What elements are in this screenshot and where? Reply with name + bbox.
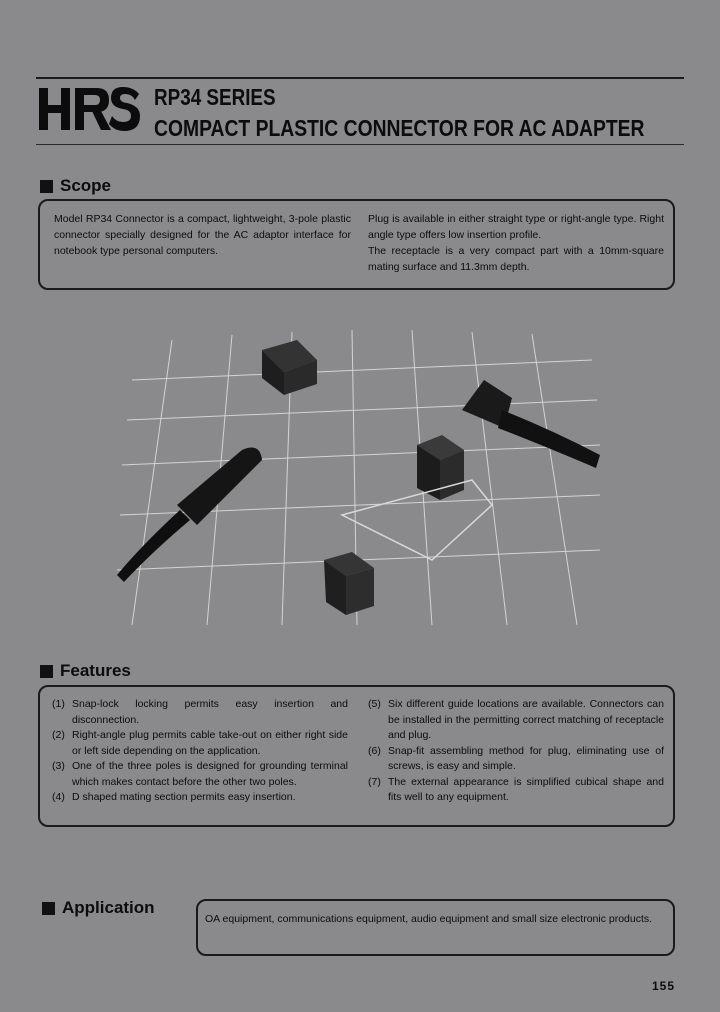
feature-item: (5) Six different guide locations are available. Connectors can be installed in the permitting correct matching of receptacle and plug.	[368, 698, 664, 741]
scope-text-right-2: The receptacle is a very compact part with a 10mm-square mating surface and 11.3mm depth.	[368, 245, 664, 273]
feature-item: (2) Right-angle plug permits cable take-out on either right side or left side depending on the application.	[52, 729, 348, 757]
scope-text-left: Model RP34 Connector is a compact, lightweight, 3-pole plastic connector specially designed for the AC adaptor interface for notebook type personal computers.	[54, 213, 351, 257]
receptacle-top	[262, 340, 317, 395]
board-plate	[342, 480, 492, 560]
features-heading: Features	[40, 661, 131, 681]
page-title: COMPACT PLASTIC CONNECTOR FOR AC ADAPTER	[154, 115, 645, 141]
section-bullet-icon	[40, 180, 53, 193]
header-top-rule	[36, 77, 684, 79]
receptacle-bottom	[324, 552, 374, 615]
feature-item: (6) Snap-fit assembling method for plug, eliminating use of screws, is easy and simple.	[368, 744, 664, 772]
receptacle-middle	[417, 435, 464, 500]
application-heading: Application	[42, 898, 155, 918]
page-number: 155	[652, 979, 676, 993]
scope-heading: Scope	[40, 176, 111, 196]
feature-item: (4) D shaped mating section permits easy insertion.	[52, 791, 296, 803]
straight-plug	[117, 448, 262, 582]
feature-item: (1) Snap-lock locking permits easy insertion and disconnection.	[52, 698, 348, 726]
section-bullet-icon	[40, 665, 53, 678]
scope-text-right	[368, 211, 664, 275]
series-name: RP34 SERIES	[154, 84, 276, 110]
application-text: OA equipment, communications equipment, audio equipment and small size electronic products.	[205, 913, 653, 925]
hrs-logo	[37, 82, 141, 136]
section-bullet-icon	[42, 902, 55, 915]
scope-text-right-1: Plug is available in either straight type or right-angle type. Right angle type offers low insertion profile.	[368, 213, 664, 241]
features-list-left	[52, 697, 348, 806]
feature-item: (7) The external appearance is simplified cubical shape and fits well to any equipment.	[368, 775, 664, 803]
header-bottom-rule	[36, 144, 684, 145]
features-list-right	[368, 697, 664, 806]
product-photo	[112, 320, 602, 630]
feature-item: (3) One of the three poles is designed for grounding terminal which makes contact before the other two poles.	[52, 760, 348, 788]
